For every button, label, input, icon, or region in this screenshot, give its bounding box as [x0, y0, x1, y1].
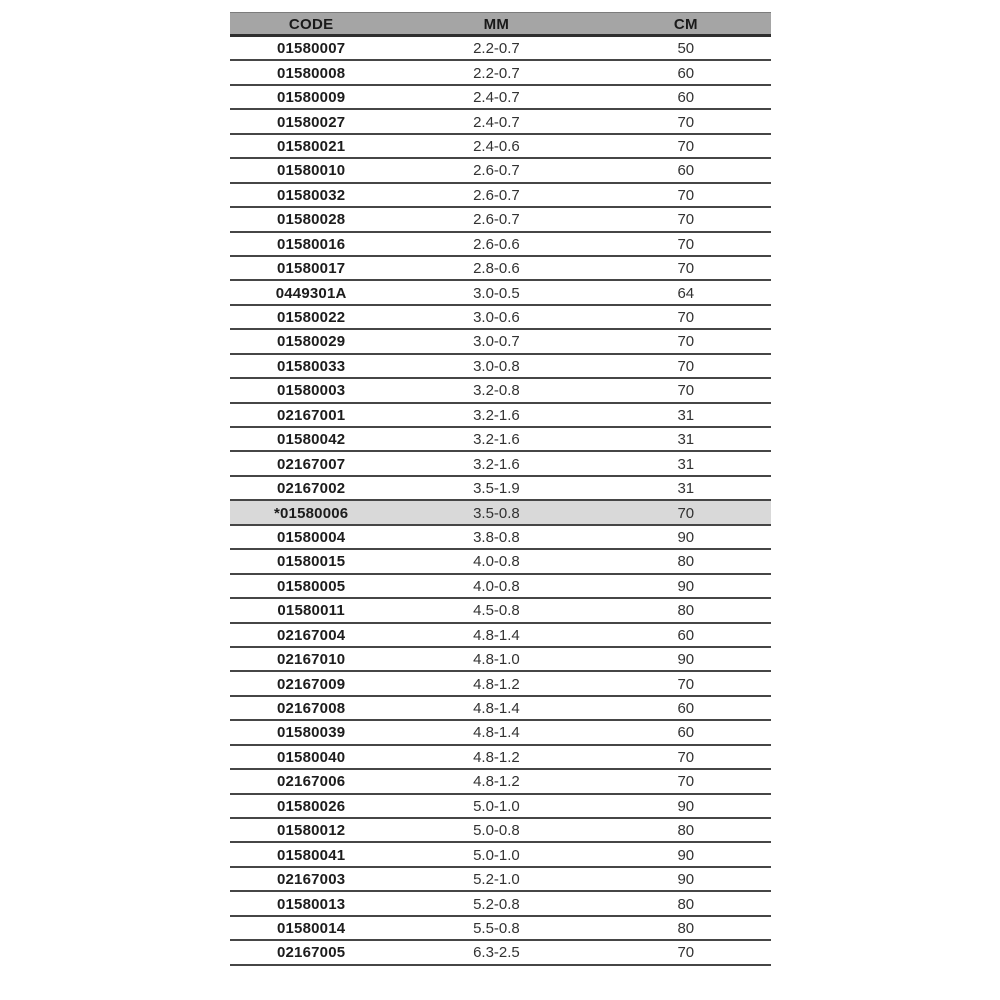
cm-cell: 70 — [677, 357, 695, 375]
table-row — [230, 184, 771, 208]
table-row — [230, 501, 771, 525]
mm-cell: 3.2-1.6 — [473, 431, 520, 449]
cm-cell: 31 — [677, 431, 695, 449]
table-row — [230, 86, 771, 110]
code-cell: *01580006 — [273, 504, 349, 522]
table-body — [230, 37, 771, 966]
cm-cell: 60 — [677, 626, 695, 644]
cm-cell: 80 — [677, 602, 695, 620]
table-row — [230, 281, 771, 305]
code-cell: 02167005 — [276, 944, 346, 962]
code-cell: 01580007 — [276, 40, 346, 58]
mm-cell: 2.6-0.7 — [473, 211, 520, 229]
table-row — [230, 819, 771, 843]
code-cell: 01580026 — [276, 797, 346, 815]
mm-cell: 4.8-1.4 — [473, 724, 520, 742]
mm-cell: 2.2-0.7 — [473, 40, 520, 58]
code-cell: 01580012 — [276, 822, 346, 840]
product-size-table — [230, 12, 771, 966]
cm-cell: 90 — [677, 846, 695, 864]
code-cell: 01580017 — [276, 260, 346, 278]
table-row — [230, 208, 771, 232]
mm-cell: 4.0-0.8 — [473, 577, 520, 595]
mm-cell: 3.0-0.5 — [473, 284, 520, 302]
table-row — [230, 868, 771, 892]
code-cell: 01580039 — [276, 724, 346, 742]
mm-cell: 5.2-0.8 — [473, 895, 520, 913]
table-row — [230, 306, 771, 330]
cm-cell: 70 — [677, 382, 695, 400]
mm-cell: 4.8-1.4 — [473, 700, 520, 718]
mm-cell: 2.6-0.7 — [473, 186, 520, 204]
cm-cell: 60 — [677, 700, 695, 718]
table-row — [230, 917, 771, 941]
mm-cell: 4.8-1.4 — [473, 626, 520, 644]
code-cell: 02167003 — [276, 871, 346, 889]
table-row — [230, 941, 771, 965]
code-cell: 02167008 — [276, 700, 346, 718]
column-header-code: CODE — [288, 15, 334, 33]
column-header-mm: MM — [483, 15, 510, 33]
table-row — [230, 110, 771, 134]
mm-cell: 3.2-1.6 — [473, 455, 520, 473]
table-row — [230, 550, 771, 574]
table-row — [230, 355, 771, 379]
code-cell: 02167004 — [276, 626, 346, 644]
cm-cell: 80 — [677, 553, 695, 571]
cm-cell: 31 — [677, 455, 695, 473]
mm-cell: 2.4-0.7 — [473, 89, 520, 107]
table-row — [230, 648, 771, 672]
code-cell: 02167007 — [276, 455, 346, 473]
mm-cell: 2.2-0.7 — [473, 64, 520, 82]
cm-cell: 60 — [677, 724, 695, 742]
code-cell: 01580005 — [276, 577, 346, 595]
cm-cell: 70 — [677, 113, 695, 131]
mm-cell: 3.0-0.8 — [473, 357, 520, 375]
cm-cell: 80 — [677, 822, 695, 840]
mm-cell: 5.0-1.0 — [473, 846, 520, 864]
code-cell: 02167009 — [276, 675, 346, 693]
table-row — [230, 697, 771, 721]
cm-cell: 60 — [677, 64, 695, 82]
mm-cell: 4.8-1.0 — [473, 651, 520, 669]
code-cell: 01580013 — [276, 895, 346, 913]
code-cell: 0449301A — [275, 284, 347, 302]
mm-cell: 3.5-1.9 — [473, 480, 520, 498]
table-row — [230, 526, 771, 550]
table-row — [230, 330, 771, 354]
table-row — [230, 624, 771, 648]
code-cell: 01580028 — [276, 211, 346, 229]
cm-cell: 70 — [677, 211, 695, 229]
cm-cell: 70 — [677, 333, 695, 351]
mm-cell: 3.0-0.7 — [473, 333, 520, 351]
table-header — [230, 12, 771, 37]
mm-cell: 4.0-0.8 — [473, 553, 520, 571]
cm-cell: 70 — [677, 186, 695, 204]
cm-cell: 70 — [677, 235, 695, 253]
mm-cell: 5.0-1.0 — [473, 797, 520, 815]
code-cell: 01580041 — [276, 846, 346, 864]
code-cell: 01580008 — [276, 64, 346, 82]
cm-cell: 70 — [677, 309, 695, 327]
mm-cell: 2.4-0.7 — [473, 113, 520, 131]
cm-cell: 70 — [677, 748, 695, 766]
mm-cell: 4.8-1.2 — [473, 675, 520, 693]
cm-cell: 70 — [677, 675, 695, 693]
cm-cell: 90 — [677, 651, 695, 669]
cm-cell: 50 — [677, 40, 695, 58]
table-row — [230, 599, 771, 623]
mm-cell: 3.2-0.8 — [473, 382, 520, 400]
column-header-cm: CM — [673, 15, 698, 33]
code-cell: 01580022 — [276, 309, 346, 327]
cm-cell: 70 — [677, 260, 695, 278]
cm-cell: 90 — [677, 577, 695, 595]
table-row — [230, 452, 771, 476]
table-row — [230, 257, 771, 281]
cm-cell: 70 — [677, 504, 695, 522]
code-cell: 01580009 — [276, 89, 346, 107]
code-cell: 01580021 — [276, 137, 346, 155]
table-row — [230, 795, 771, 819]
table-row — [230, 746, 771, 770]
cm-cell: 31 — [677, 480, 695, 498]
cm-cell: 70 — [677, 773, 695, 791]
code-cell: 01580015 — [276, 553, 346, 571]
mm-cell: 5.2-1.0 — [473, 871, 520, 889]
mm-cell: 3.5-0.8 — [473, 504, 520, 522]
mm-cell: 3.8-0.8 — [473, 528, 520, 546]
cm-cell: 90 — [677, 797, 695, 815]
mm-cell: 2.6-0.7 — [473, 162, 520, 180]
cm-cell: 70 — [677, 944, 695, 962]
mm-cell: 6.3-2.5 — [473, 944, 520, 962]
mm-cell: 2.4-0.6 — [473, 137, 520, 155]
table-row — [230, 135, 771, 159]
code-cell: 01580010 — [276, 162, 346, 180]
code-cell: 01580033 — [276, 357, 346, 375]
mm-cell: 4.8-1.2 — [473, 773, 520, 791]
table-row — [230, 892, 771, 916]
table-row — [230, 37, 771, 61]
cm-cell: 90 — [677, 528, 695, 546]
cm-cell: 80 — [677, 919, 695, 937]
mm-cell: 4.5-0.8 — [473, 602, 520, 620]
code-cell: 01580016 — [276, 235, 346, 253]
code-cell: 01580032 — [276, 186, 346, 204]
table-row — [230, 843, 771, 867]
table-row — [230, 477, 771, 501]
cm-cell: 60 — [677, 89, 695, 107]
code-cell: 01580014 — [276, 919, 346, 937]
mm-cell: 5.0-0.8 — [473, 822, 520, 840]
code-cell: 02167002 — [276, 480, 346, 498]
table-row — [230, 61, 771, 85]
code-cell: 01580040 — [276, 748, 346, 766]
code-cell: 01580004 — [276, 528, 346, 546]
table-row — [230, 233, 771, 257]
mm-cell: 2.8-0.6 — [473, 260, 520, 278]
table-row — [230, 404, 771, 428]
code-cell: 02167010 — [276, 651, 346, 669]
mm-cell: 3.0-0.6 — [473, 309, 520, 327]
table-row — [230, 159, 771, 183]
table-row — [230, 770, 771, 794]
cm-cell: 64 — [677, 284, 695, 302]
table-row — [230, 379, 771, 403]
code-cell: 02167001 — [276, 406, 346, 424]
code-cell: 01580042 — [276, 431, 346, 449]
table-row — [230, 721, 771, 745]
mm-cell: 5.5-0.8 — [473, 919, 520, 937]
cm-cell: 70 — [677, 137, 695, 155]
mm-cell: 2.6-0.6 — [473, 235, 520, 253]
cm-cell: 31 — [677, 406, 695, 424]
table-row — [230, 672, 771, 696]
mm-cell: 3.2-1.6 — [473, 406, 520, 424]
table-row — [230, 575, 771, 599]
cm-cell: 60 — [677, 162, 695, 180]
code-cell: 01580003 — [276, 382, 346, 400]
code-cell: 01580029 — [276, 333, 346, 351]
cm-cell: 80 — [677, 895, 695, 913]
mm-cell: 4.8-1.2 — [473, 748, 520, 766]
cm-cell: 90 — [677, 871, 695, 889]
code-cell: 01580011 — [277, 602, 345, 620]
code-cell: 01580027 — [276, 113, 346, 131]
table-row — [230, 428, 771, 452]
code-cell: 02167006 — [276, 773, 346, 791]
